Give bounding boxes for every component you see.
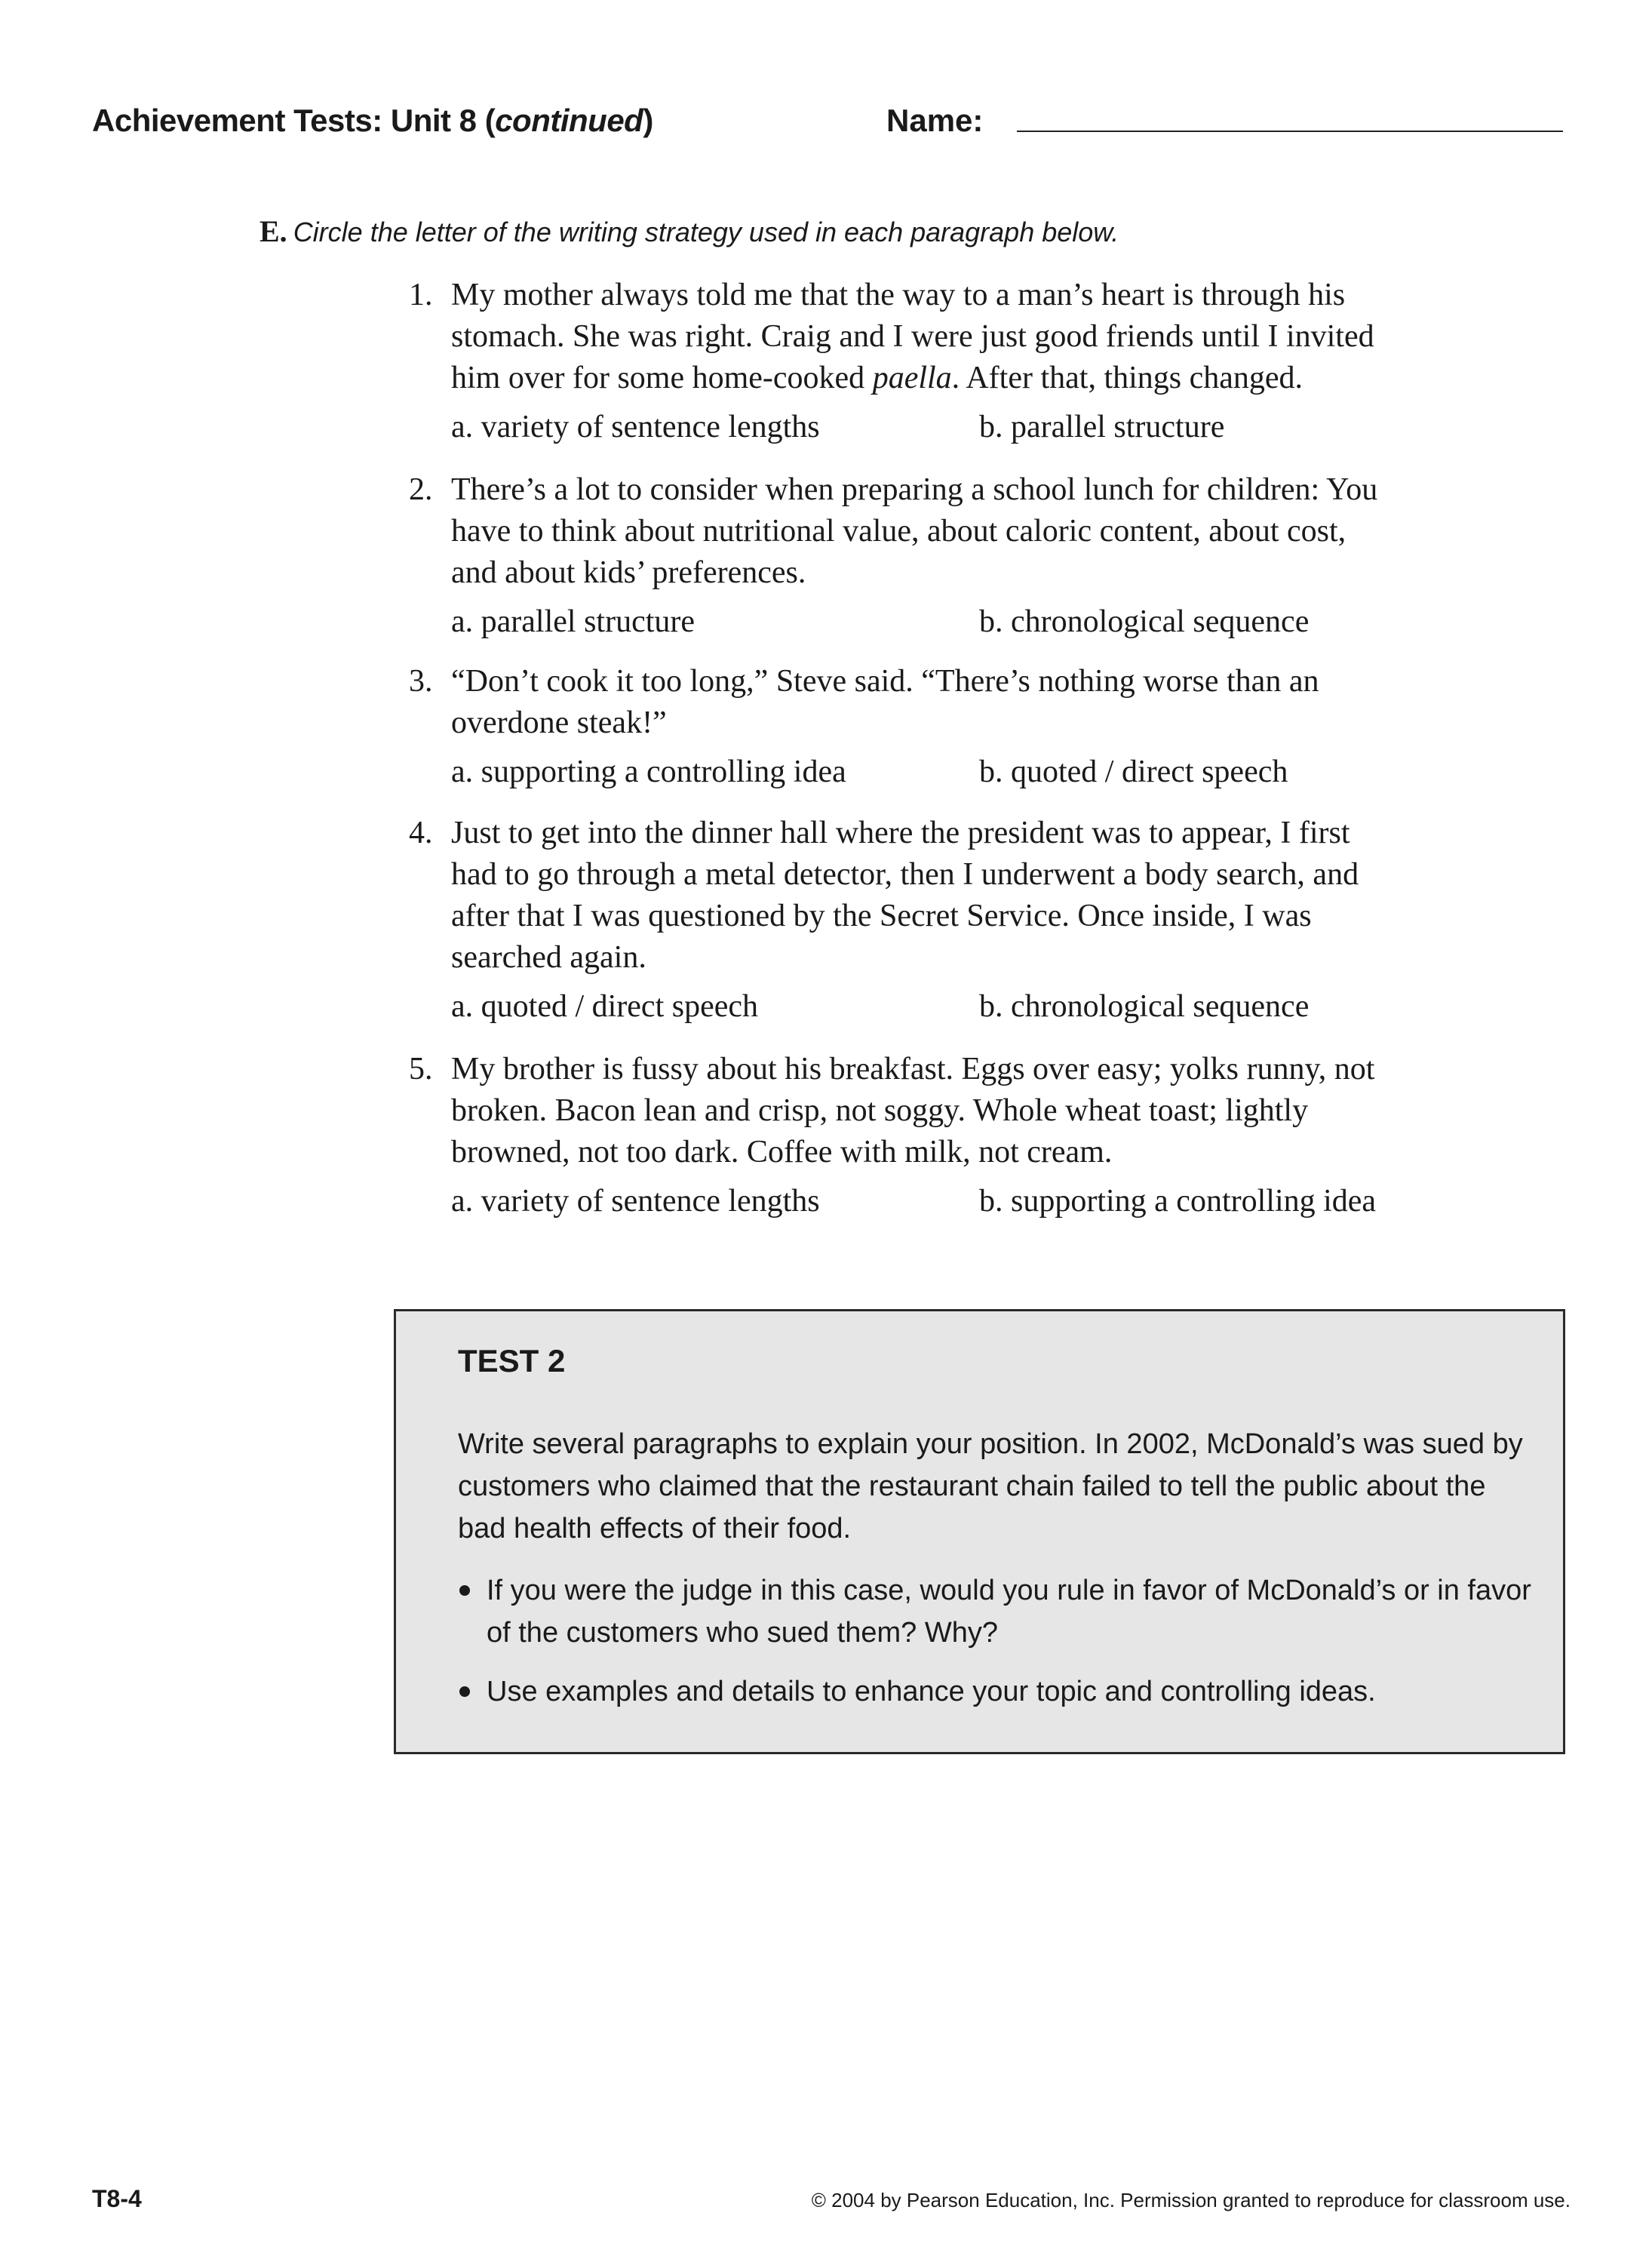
question-1	[409, 275, 1571, 448]
question-3	[409, 661, 1571, 793]
bullet-text: If you were the judge in this case, would you rule in favor of McDonald’s or in favor of the customers who sued them? Why?	[487, 1575, 1531, 1649]
question-4	[409, 813, 1571, 1028]
bullet-text: Use examples and details to enhance your topic and controlling ideas.	[487, 1676, 1376, 1707]
question-number: 2.	[409, 472, 433, 507]
name-label: Name:	[886, 103, 984, 138]
question-text-italic: paella	[872, 361, 952, 395]
answer-options	[451, 986, 1571, 1028]
answer-options	[451, 407, 1571, 448]
option-letter: b.	[979, 1184, 1003, 1219]
option-text: parallel structure	[1011, 410, 1225, 444]
answer-options	[451, 751, 1571, 793]
question-number: 4.	[409, 816, 433, 850]
option-text: supporting a controlling idea	[481, 755, 846, 789]
question-text	[451, 275, 1571, 399]
question-number: 1.	[409, 278, 433, 312]
option-a[interactable]	[451, 1181, 820, 1222]
option-text: chronological sequence	[1011, 604, 1310, 639]
option-text: quoted / direct speech	[481, 989, 759, 1024]
test-2-prompt: Write several paragraphs to explain your position. In 2002, McDonald’s was sued by customers who claimed that the restaurant chain failed to tell the public about the bad health effects of their food.	[458, 1428, 1523, 1544]
question-text-part: My mother always told me that the way to a man’s heart is through his stomach. She was right. Craig and I were just good friends until I invited him over for some home-cooked	[451, 278, 1374, 395]
question-2	[409, 469, 1571, 643]
option-a[interactable]	[451, 407, 820, 448]
title-text: Achievement Tests: Unit 8 (	[92, 103, 496, 138]
test-2-box	[394, 1309, 1565, 1754]
question-number: 3.	[409, 664, 433, 699]
question-text: My brother is fussy about his breakfast. Eggs over easy; yolks runny, not broken. Bacon lean and crisp, not soggy. Whole wheat toast; lightly browned, not too dark. Coffee with milk, not cream.	[451, 1052, 1375, 1169]
option-letter: b.	[979, 604, 1003, 639]
option-text: quoted / direct speech	[1011, 755, 1288, 789]
bullet-icon	[459, 1686, 470, 1697]
question-number: 5.	[409, 1052, 433, 1086]
title-italic-text: continued	[495, 103, 643, 138]
question-5	[409, 1049, 1571, 1222]
question-text: “Don’t cook it too long,” Steve said. “There’s nothing worse than an overdone steak!”	[451, 664, 1319, 740]
option-letter: b.	[979, 410, 1003, 444]
copyright-notice: © 2004 by Pearson Education, Inc. Permission granted to reproduce for classroom use.	[811, 2189, 1571, 2211]
bullet-item	[458, 1569, 1544, 1654]
option-letter: a.	[451, 410, 474, 444]
option-letter: a.	[451, 604, 474, 639]
question-text-part: . After that, things changed.	[951, 361, 1303, 395]
option-text: parallel structure	[481, 604, 695, 639]
option-text: chronological sequence	[1011, 989, 1310, 1024]
question-text: Just to get into the dinner hall where the president was to appear, I first had to go through a metal detector, then I underwent a body search, and after that I was questioned by the Secret Service. Once inside, I was searched again.	[451, 816, 1359, 975]
section-letter: E.	[259, 214, 287, 248]
page-title	[92, 103, 653, 139]
title-close-text: )	[643, 103, 653, 138]
option-a[interactable]	[451, 601, 695, 643]
option-b[interactable]	[979, 601, 1309, 643]
option-letter: b.	[979, 989, 1003, 1024]
page-number: T8-4	[92, 2185, 142, 2212]
answer-options	[451, 601, 1571, 643]
option-letter: b.	[979, 755, 1003, 789]
option-b[interactable]	[979, 751, 1288, 793]
option-a[interactable]	[451, 751, 846, 793]
option-text: supporting a controlling idea	[1011, 1184, 1377, 1219]
option-letter: a.	[451, 755, 474, 789]
section-e-instruction	[259, 214, 1119, 249]
section-instruction-text: Circle the letter of the writing strategy used in each paragraph below.	[293, 217, 1119, 247]
option-b[interactable]	[979, 986, 1309, 1028]
option-b[interactable]	[979, 407, 1224, 448]
bullet-icon	[459, 1585, 470, 1596]
answer-options	[451, 1181, 1571, 1222]
option-letter: a.	[451, 989, 474, 1024]
test-2-title: TEST 2	[458, 1343, 566, 1378]
option-text: variety of sentence lengths	[481, 1184, 820, 1219]
option-b[interactable]	[979, 1181, 1376, 1222]
option-a[interactable]	[451, 986, 758, 1028]
option-text: variety of sentence lengths	[481, 410, 820, 444]
option-letter: a.	[451, 1184, 474, 1219]
name-field-line[interactable]	[1017, 131, 1563, 132]
bullet-item	[458, 1670, 1544, 1713]
question-text: There’s a lot to consider when preparing a school lunch for children: You have to think about nutritional value, about caloric content, about cost, and about kids’ preferences.	[451, 472, 1378, 590]
test-2-bullets	[458, 1569, 1544, 1729]
